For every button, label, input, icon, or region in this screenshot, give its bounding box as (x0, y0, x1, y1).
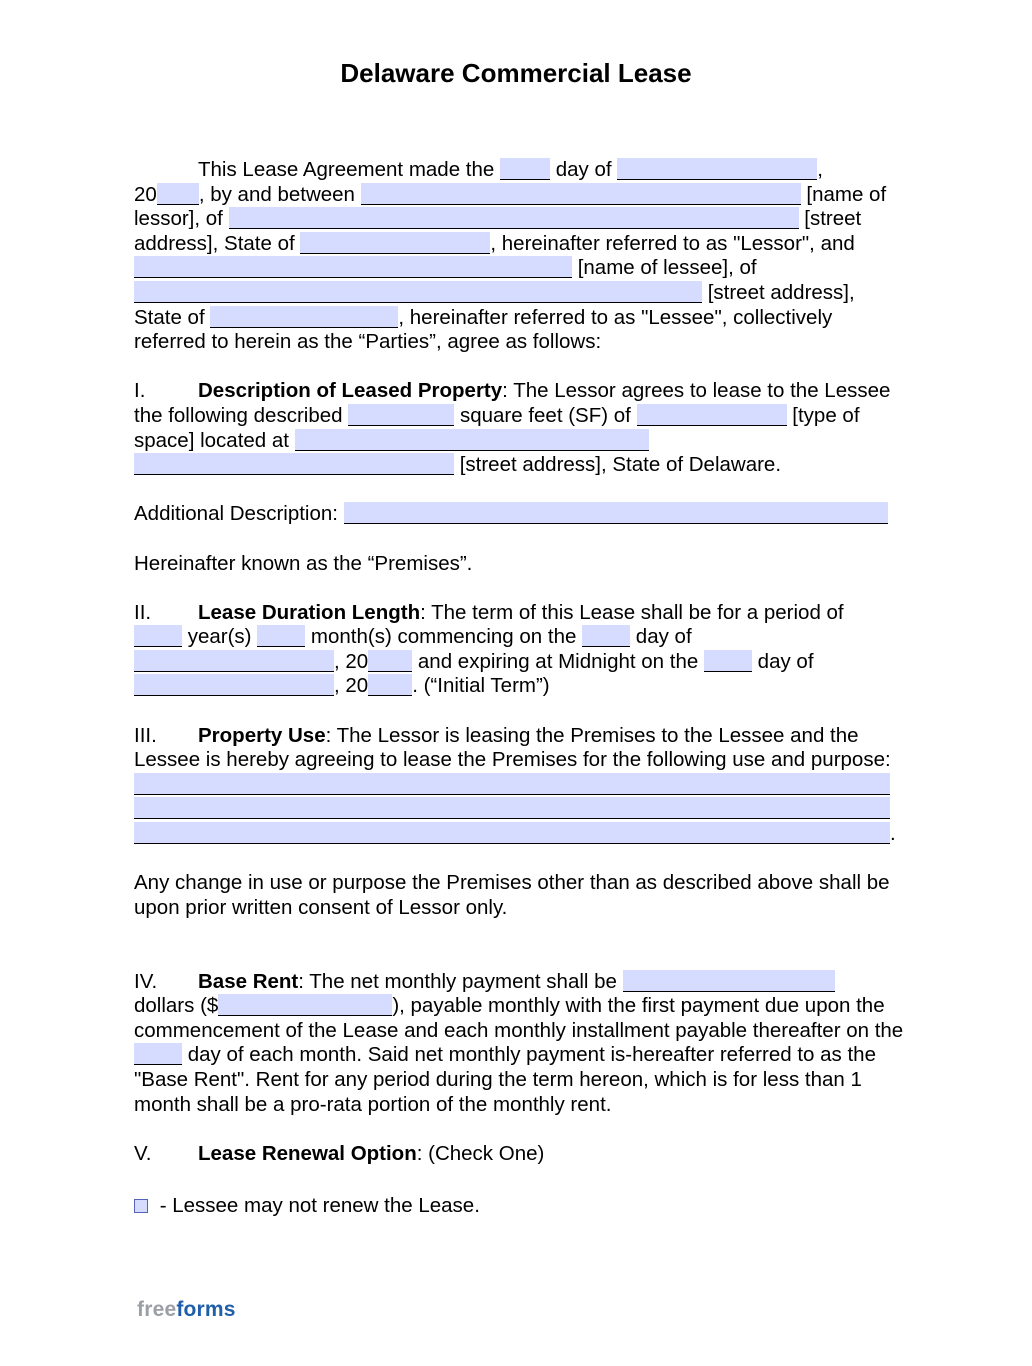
start-day-field[interactable] (582, 625, 630, 647)
renewal-option-label: - Lessee may not renew the Lease. (154, 1193, 480, 1217)
intro-text: [street address], (707, 280, 855, 304)
section-text: : The Lessor agrees to lease to the Lessee the following described (134, 379, 891, 427)
section-text: : (Check One) (416, 1141, 545, 1165)
document-body (134, 158, 904, 1219)
space-type-field[interactable] (637, 404, 787, 426)
agreement-day-field[interactable] (500, 158, 550, 180)
section-number: IV. (134, 969, 158, 993)
intro-text: , (817, 158, 823, 181)
section-text: square feet (SF) of (459, 403, 631, 427)
term-months-field[interactable] (257, 625, 305, 647)
section-text: month(s) commencing on the (310, 625, 577, 649)
section-text: dollars ($ (134, 994, 219, 1018)
intro-text: day of (555, 158, 612, 181)
end-day-field[interactable] (704, 650, 752, 672)
lessor-state-field[interactable] (300, 232, 490, 254)
use-change-note: Any change in use or purpose the Premises other than as described above shall be upon prior written consent of Lessor only. (134, 871, 890, 919)
lessor-street-field[interactable] (229, 207, 799, 229)
agreement-month-field[interactable] (617, 158, 817, 180)
premises-address-field-1[interactable] (295, 429, 649, 451)
document-title: Delaware Commercial Lease (340, 58, 692, 88)
section-text: : The Lessor is leasing the Premises to the Lessee and the Lessee is hereby agreeing to lease the Premises for the following use and purpose: (134, 723, 891, 772)
base-rent-words-field[interactable] (623, 970, 835, 992)
start-month-field[interactable] (134, 650, 334, 672)
section-text: , 20 (334, 649, 369, 673)
logo-forms: forms (176, 1298, 236, 1321)
section-number: I. (134, 379, 146, 403)
section-5 (134, 1142, 904, 1167)
premises-note: Hereinafter known as the “Premises”. (134, 551, 473, 575)
lessee-state-field[interactable] (210, 306, 398, 328)
property-use-field-1[interactable] (134, 773, 890, 795)
additional-description-field[interactable] (344, 502, 888, 524)
section-2 (134, 601, 904, 699)
additional-description-row (134, 502, 904, 527)
section-text: , 20 (334, 674, 369, 698)
intro-text: , by and between (198, 182, 355, 206)
renewal-option-1 (134, 1194, 904, 1219)
section-heading: Lease Renewal Option (198, 1141, 417, 1165)
section-text: . (“Initial Term”) (412, 674, 550, 698)
no-renewal-checkbox[interactable] (134, 1199, 148, 1213)
intro-paragraph (134, 158, 904, 355)
section-heading: Lease Duration Length (198, 600, 421, 624)
section-number: V. (134, 1141, 152, 1165)
section-1 (134, 379, 904, 477)
intro-text: , hereinafter referred to as "Lessor", and (490, 231, 855, 255)
section-heading: Description of Leased Property (198, 379, 503, 403)
section-text: day of (635, 625, 692, 649)
section-text: ), payable monthly with the first payment due upon the commencement of the Lease and each monthly installment payable thereafter on the (134, 994, 904, 1042)
section-text: [type of space] located at (134, 403, 860, 452)
logo-free: free (137, 1298, 177, 1321)
intro-text: [street address], State of (134, 207, 862, 255)
lessee-name-field[interactable] (134, 256, 572, 278)
section-number: III. (134, 723, 157, 747)
section-text: . (890, 822, 896, 846)
start-year-field[interactable] (368, 650, 412, 672)
intro-text: This Lease Agreement made the (198, 158, 495, 181)
section-heading: Property Use (198, 723, 326, 747)
section-heading: Base Rent (198, 969, 299, 993)
intro-text: [name of lessor], of (134, 182, 887, 231)
section-3 (134, 724, 904, 847)
end-year-field[interactable] (368, 674, 412, 696)
section-text: [street address], State of Delaware. (459, 453, 782, 477)
section-text: : The net monthly payment shall be (298, 969, 617, 993)
intro-text: , hereinafter referred to as "Lessee", collectively referred to herein as the “Parties”, agree as follows: (134, 305, 833, 354)
premises-address-field-2[interactable] (134, 453, 454, 475)
end-month-field[interactable] (134, 674, 334, 696)
rent-due-day-field[interactable] (134, 1043, 182, 1065)
section-text: day of (757, 649, 814, 673)
intro-text: 20 (134, 182, 157, 206)
lessee-street-field[interactable] (134, 281, 702, 303)
section-text: and expiring at Midnight on the (417, 649, 699, 673)
square-feet-field[interactable] (348, 404, 454, 426)
section-text: year(s) (187, 625, 252, 649)
intro-text: [name of lessee], of (577, 256, 757, 280)
section-text: day of each month. Said net monthly payment is-hereafter referred to as the "Base Rent". Rent for any period during the term hereon, which is for less than 1 month shall be a pro-rata portion of the monthly rent. (134, 1043, 876, 1116)
property-use-field-3[interactable] (134, 822, 890, 844)
section-text: : The term of this Lease shall be for a period of (420, 600, 844, 624)
intro-text: State of (134, 305, 205, 329)
base-rent-amount-field[interactable] (218, 994, 392, 1016)
section-number: II. (134, 600, 152, 624)
freeforms-logo (137, 1298, 236, 1322)
additional-description-label: Additional Description: (134, 502, 338, 526)
term-years-field[interactable] (134, 625, 182, 647)
lessor-name-field[interactable] (361, 183, 801, 205)
section-4 (134, 970, 904, 1118)
agreement-year-field[interactable] (157, 183, 199, 205)
property-use-field-2[interactable] (134, 797, 890, 819)
